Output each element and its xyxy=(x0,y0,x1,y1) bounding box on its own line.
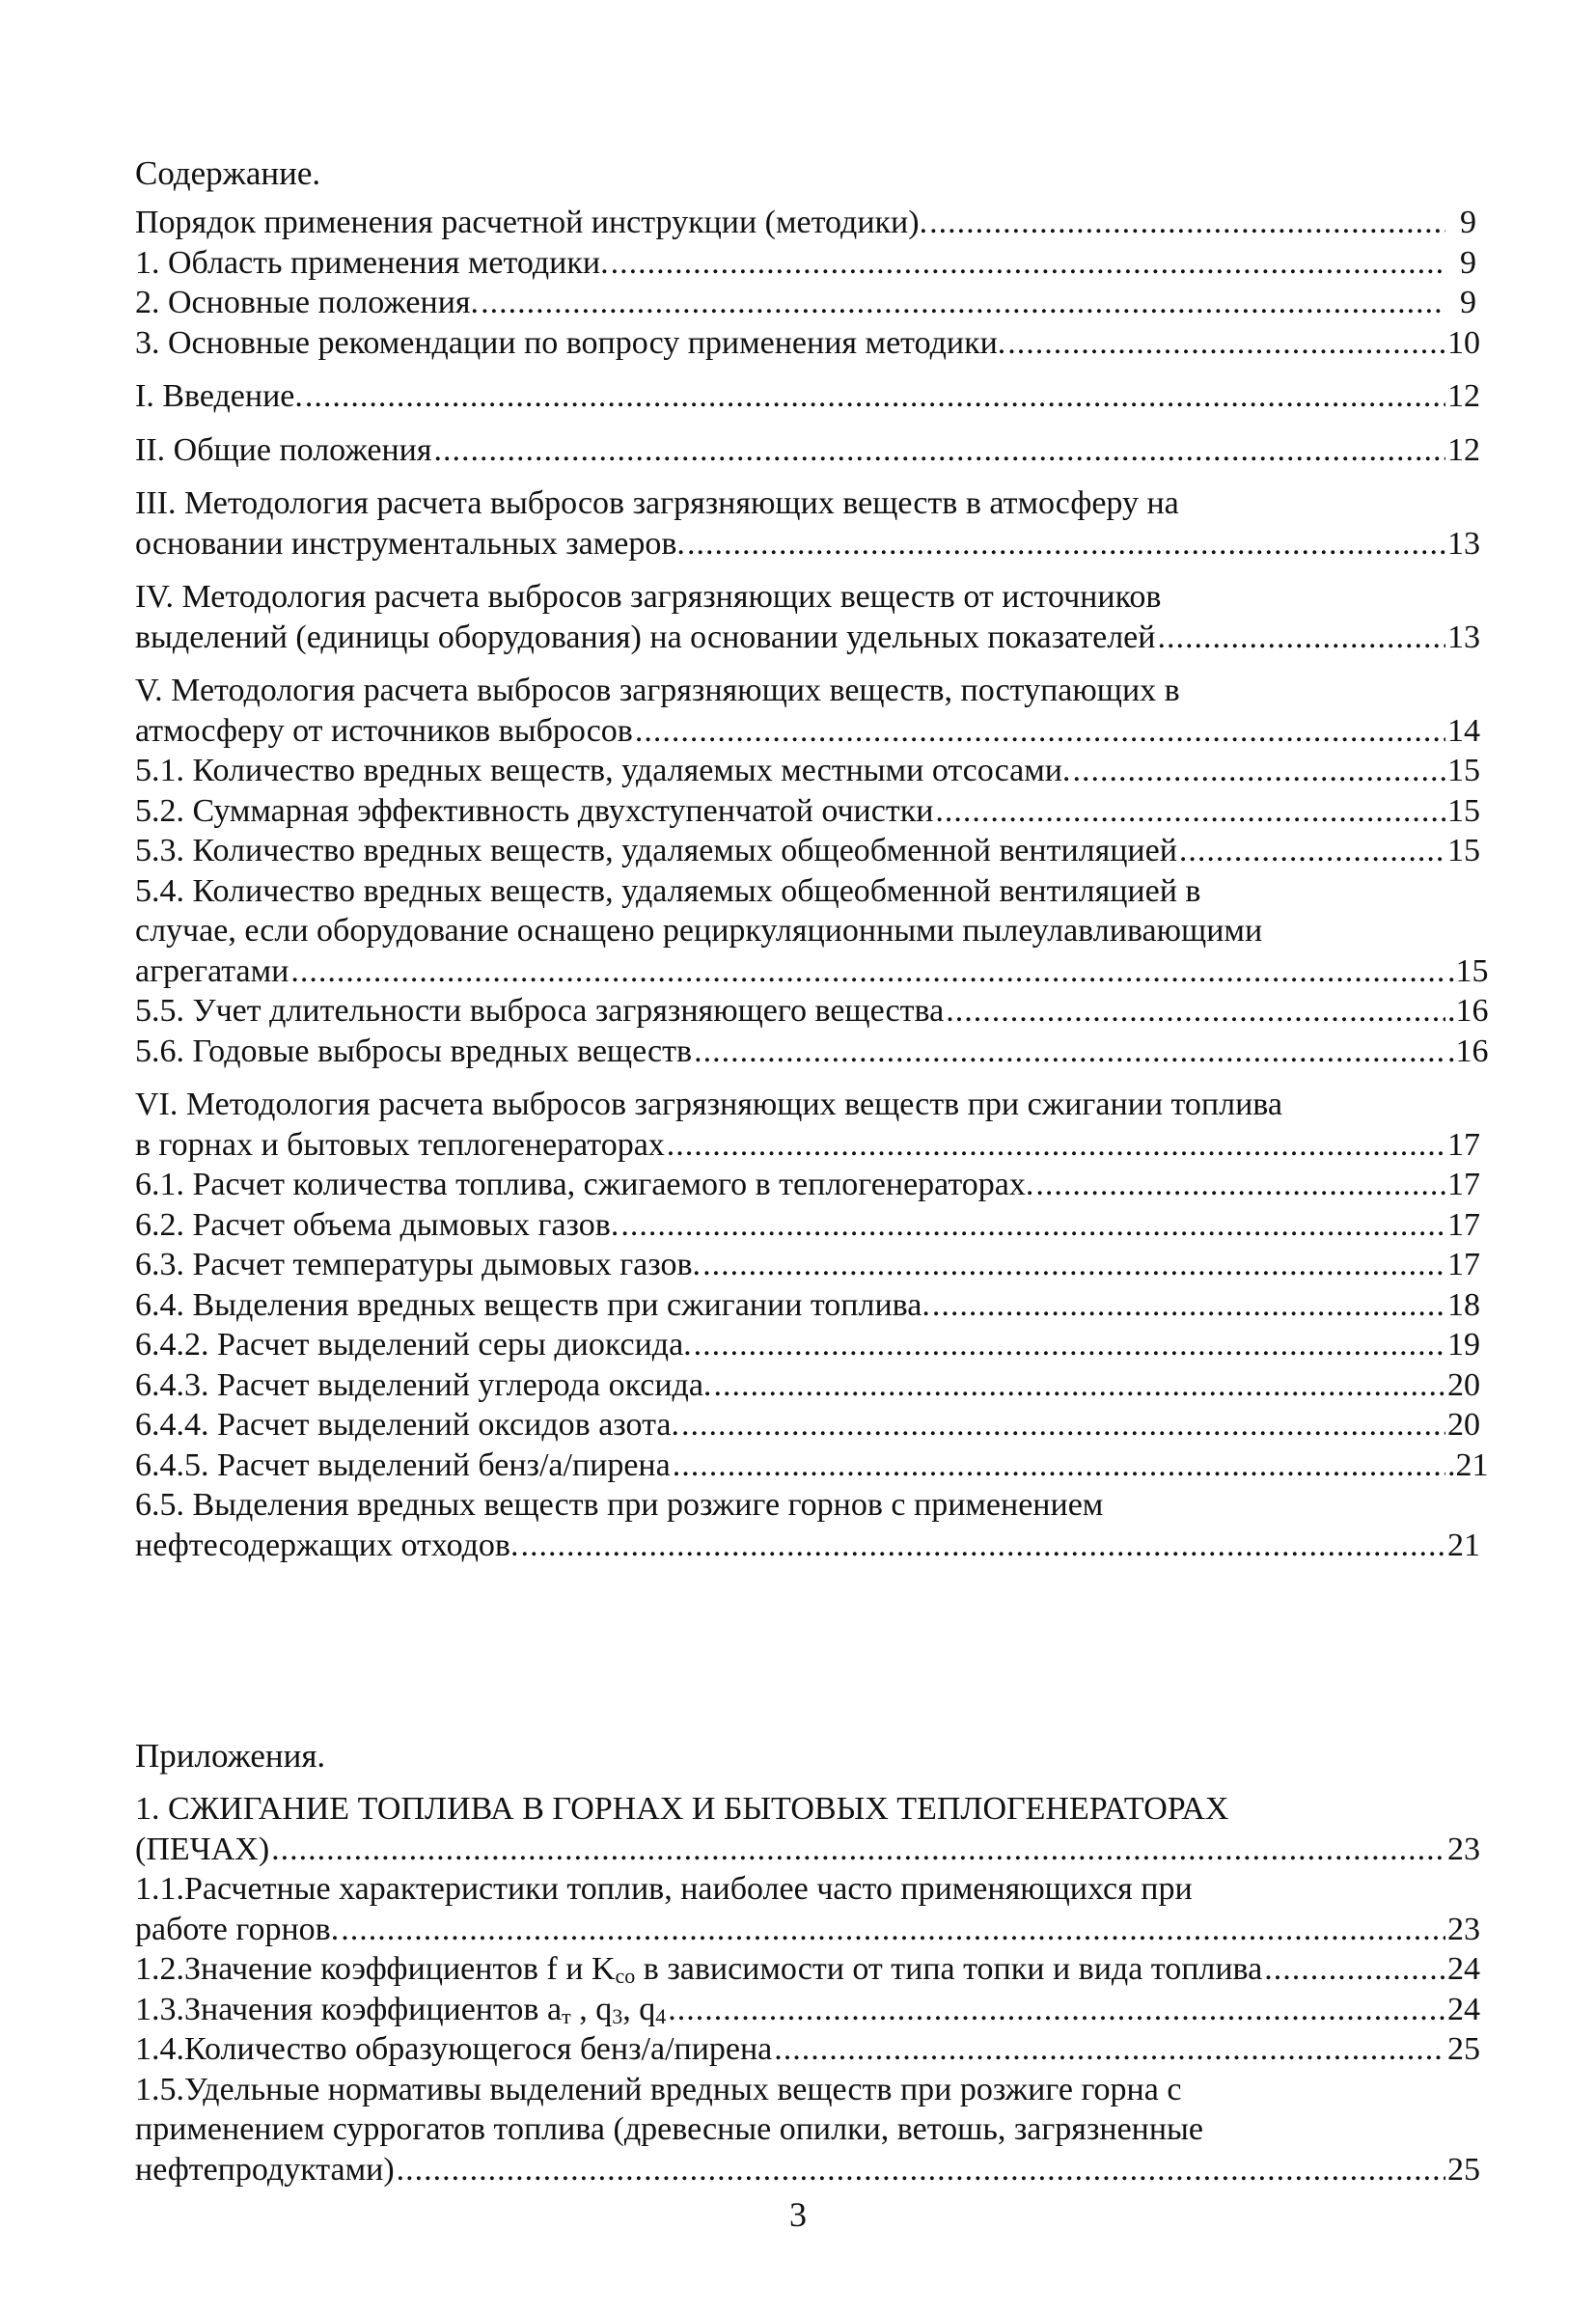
toc-entry-text: 6.4.5. Расчет выделений бенз/а/пирена xyxy=(135,1446,671,1483)
toc-page-number: 17 xyxy=(1447,1126,1480,1163)
appendix-page-number: 23 xyxy=(1447,1911,1480,1947)
toc-entry-text: 5.5. Учет длительности выброса загрязняющего вещества xyxy=(135,993,945,1029)
appendix-entry xyxy=(135,1990,1480,2030)
toc-page-number: 13 xyxy=(1447,525,1480,562)
toc-page-number: 10 xyxy=(1447,324,1480,361)
toc-entry-text: 6.3. Расчет температуры дымовых газов. xyxy=(135,1247,702,1282)
toc-entry xyxy=(135,791,1480,832)
appendix-entry-text: нефтепродуктами) xyxy=(135,2151,395,2188)
dot-leader xyxy=(681,1405,1445,1446)
toc-entry-text: 6.4.4. Расчет выделений оксидов азота. xyxy=(135,1407,679,1443)
dot-leader xyxy=(397,2150,1445,2190)
dot-leader xyxy=(1179,831,1445,871)
toc-page-number: .16 xyxy=(1447,993,1489,1029)
toc-entry-text: 5.6. Годовые выбросы вредных веществ xyxy=(135,1033,693,1069)
toc-entry-text: агрегатами xyxy=(135,952,289,989)
toc-entry-text: в горнах и бытовых теплогенераторах xyxy=(135,1126,665,1163)
toc-page-number: .16 xyxy=(1447,1033,1489,1069)
toc-entry xyxy=(135,1245,1480,1285)
toc-entry-text: основании инструментальных замеров. xyxy=(135,525,685,562)
toc-entry-text: 5.3. Количество вредных веществ, удаляемых общеобменной вентиляцией xyxy=(135,833,1177,868)
dot-leader xyxy=(694,1032,1445,1072)
appendix-page-number: 25 xyxy=(1447,2151,1480,2188)
appendix-entry xyxy=(135,1949,1480,1990)
appendix-page-number: 25 xyxy=(1447,2031,1480,2067)
dot-leader xyxy=(434,430,1446,471)
appendix-page-number: 23 xyxy=(1447,1831,1480,1867)
toc-entry-text: 6.5. Выделения вредных веществ при розжиге горнов с применением xyxy=(135,1487,1104,1523)
appendix-entry-text: 1.5.Удельные нормативы выделений вредных веществ при розжиге горна с xyxy=(135,2071,1182,2107)
appendix-entry-text: работе горнов. xyxy=(135,1911,340,1947)
toc-page-number: 17 xyxy=(1447,1167,1480,1202)
dot-leader xyxy=(946,991,1445,1032)
toc-entry xyxy=(135,1205,1480,1246)
dot-leader xyxy=(935,791,1445,832)
toc-entry-text: Порядок применения расчетной инструкции (методики). xyxy=(135,205,928,240)
toc-entry-text: случае, если оборудование оснащено рециркуляционными пылеулавливающими xyxy=(135,913,1263,949)
toc-entry-text: 1. Область применения методики. xyxy=(135,244,609,281)
toc-entry xyxy=(135,991,1489,1032)
toc-entry-text: нефтесодержащих отходов. xyxy=(135,1527,519,1563)
toc-entry xyxy=(135,1485,1480,1565)
toc-entry xyxy=(135,831,1480,871)
appendix-entry-text: (ПЕЧАХ) xyxy=(135,1831,270,1867)
page-number: 3 xyxy=(789,2195,807,2234)
dot-leader xyxy=(271,1830,1445,1870)
toc-entry-text: 5.2. Суммарная эффективность двухступенчатой очистки xyxy=(135,792,934,829)
toc-entry-text: атмосферу от источников выбросов xyxy=(135,712,633,749)
dot-leader xyxy=(481,283,1445,323)
toc-entry xyxy=(135,283,1476,323)
dot-leader xyxy=(713,1365,1445,1406)
appendix-entry-text: 1.2.Значение коэффициентов f и $K_{со}$ в зависимости от типа топки и вида топлива xyxy=(135,1951,1263,1988)
toc-entry xyxy=(135,1325,1480,1365)
toc-entry xyxy=(135,577,1480,657)
toc-entry-text: 6.4. Выделения вредных веществ при сжигании топлива. xyxy=(135,1286,930,1323)
table-of-contents xyxy=(135,203,1489,1565)
toc-page-number: 14 xyxy=(1447,712,1480,749)
dot-leader xyxy=(702,1245,1445,1285)
toc-entry xyxy=(135,376,1480,417)
toc-entry xyxy=(135,430,1480,471)
toc-entry xyxy=(135,1085,1480,1165)
toc-entry xyxy=(135,483,1480,564)
toc-entry xyxy=(135,323,1480,364)
appendix-entry xyxy=(135,1789,1480,1869)
dot-leader xyxy=(635,711,1445,752)
toc-entry xyxy=(135,1405,1480,1446)
dot-leader xyxy=(1264,1949,1445,1990)
toc-page-number: 15 xyxy=(1447,833,1480,868)
appendix-entry-text: 1. СЖИГАНИЕ ТОПЛИВА В ГОРНАХ И БЫТОВЫХ ТЕПЛОГЕНЕРАТОРАХ xyxy=(135,1791,1229,1827)
toc-entry-text: IV. Методология расчета выбросов загрязняющих веществ от источников xyxy=(135,579,1162,615)
dot-leader xyxy=(932,1285,1445,1326)
dot-leader xyxy=(668,1990,1445,2030)
appendix-entry-text: 1.1.Расчетные характеристики топлив, наиболее часто применяющихся при xyxy=(135,1871,1193,1907)
toc-entry xyxy=(135,751,1480,791)
dot-leader xyxy=(667,1125,1445,1166)
toc-entry-text: 5.4. Количество вредных веществ, удаляемых общеобменной вентиляцией в xyxy=(135,872,1201,909)
toc-entry-text: 5.1. Количество вредных веществ, удаляемых местными отсосами. xyxy=(135,753,1071,788)
toc-entry-text: V. Методология расчета выбросов загрязняющих веществ, поступающих в xyxy=(135,673,1180,708)
appendix-list xyxy=(135,1789,1480,2189)
toc-entry-text: I. Введение. xyxy=(135,378,303,414)
contents-heading: Содержание. xyxy=(135,154,321,192)
toc-page-number: 20 xyxy=(1447,1407,1480,1443)
toc-entry-text: выделений (единицы оборудования) на основании удельных показателей xyxy=(135,619,1156,655)
appendix-entry-text: 1.3.Значения коэффициентов $a_т$ , $q_3$, $q_4$ xyxy=(135,1991,667,2028)
dot-leader xyxy=(520,1526,1445,1566)
toc-entry xyxy=(135,203,1476,243)
toc-page-number: .15 xyxy=(1447,952,1489,989)
toc-entry-text: 6.1. Расчет количества топлива, сжигаемого в теплогенераторах. xyxy=(135,1167,1034,1202)
toc-page-number: 12 xyxy=(1447,431,1480,468)
toc-entry xyxy=(135,1032,1489,1072)
toc-page-number: 15 xyxy=(1447,792,1480,829)
toc-page-number: 20 xyxy=(1447,1366,1480,1403)
dot-leader xyxy=(1072,751,1445,791)
toc-entry xyxy=(135,871,1489,992)
appendix-section xyxy=(135,1737,1480,2189)
toc-entry-text: II. Общие положения xyxy=(135,431,432,468)
toc-entry-text: III. Методология расчета выбросов загрязняющих веществ в атмосферу на xyxy=(135,485,1179,521)
dot-leader xyxy=(694,1325,1445,1365)
appendix-entry xyxy=(135,1869,1480,1949)
toc-entry xyxy=(135,1165,1480,1205)
toc-entry xyxy=(135,1446,1489,1486)
toc-page-number: 9 xyxy=(1460,285,1476,320)
toc-page-number: 13 xyxy=(1447,619,1480,655)
toc-page-number: 19 xyxy=(1447,1327,1480,1363)
toc-page-number: 21 xyxy=(1447,1527,1480,1563)
toc-page-number: 9 xyxy=(1460,205,1476,240)
toc-page-number: 17 xyxy=(1447,1206,1480,1243)
dot-leader xyxy=(687,524,1445,564)
toc-entry-text: 2. Основные положения. xyxy=(135,285,480,320)
toc-page-number: 17 xyxy=(1447,1247,1480,1282)
toc-page-number: 15 xyxy=(1447,753,1480,788)
appendix-page-number: 24 xyxy=(1447,1991,1480,2027)
toc-entry xyxy=(135,243,1476,284)
appendix-entry xyxy=(135,2070,1480,2190)
dot-leader xyxy=(305,376,1445,417)
appendix-entry xyxy=(135,2029,1480,2070)
dot-leader xyxy=(341,1910,1445,1950)
toc-entry xyxy=(135,1365,1480,1406)
dot-leader xyxy=(929,203,1445,243)
toc-page-number: 12 xyxy=(1447,378,1480,414)
dot-leader xyxy=(1007,323,1445,364)
appendix-page-number: 24 xyxy=(1447,1951,1480,1987)
dot-leader xyxy=(290,951,1445,992)
dot-leader xyxy=(620,1205,1445,1246)
dot-leader xyxy=(673,1446,1445,1486)
toc-page-number: 18 xyxy=(1447,1286,1480,1323)
appendix-entry-text: 1.4.Количество образующегося бенз/а/пирена xyxy=(135,2031,773,2067)
toc-entry xyxy=(135,1285,1480,1326)
toc-entry-text: 6.2. Расчет объема дымовых газов. xyxy=(135,1206,619,1243)
toc-entry-text: VI. Методология расчета выбросов загрязняющих веществ при сжигании топлива xyxy=(135,1087,1282,1122)
toc-entry-text: 6.4.2. Расчет выделений серы диоксида. xyxy=(135,1327,692,1363)
dot-leader xyxy=(611,243,1445,284)
appendix-entry-text: применением суррогатов топлива (древесные опилки, ветошь, загрязненные xyxy=(135,2111,1203,2147)
appendix-heading: Приложения. xyxy=(135,1737,326,1775)
toc-page-number: 9 xyxy=(1460,244,1476,281)
dot-leader xyxy=(774,2029,1445,2070)
toc-entry-text: 3. Основные рекомендации по вопросу применения методики. xyxy=(135,324,1006,361)
toc-entry xyxy=(135,671,1480,751)
dot-leader xyxy=(1157,618,1445,658)
dot-leader xyxy=(1035,1165,1445,1205)
toc-entry-text: 6.4.3. Расчет выделений углерода оксида. xyxy=(135,1366,712,1403)
toc-page-number: .21 xyxy=(1447,1446,1489,1483)
